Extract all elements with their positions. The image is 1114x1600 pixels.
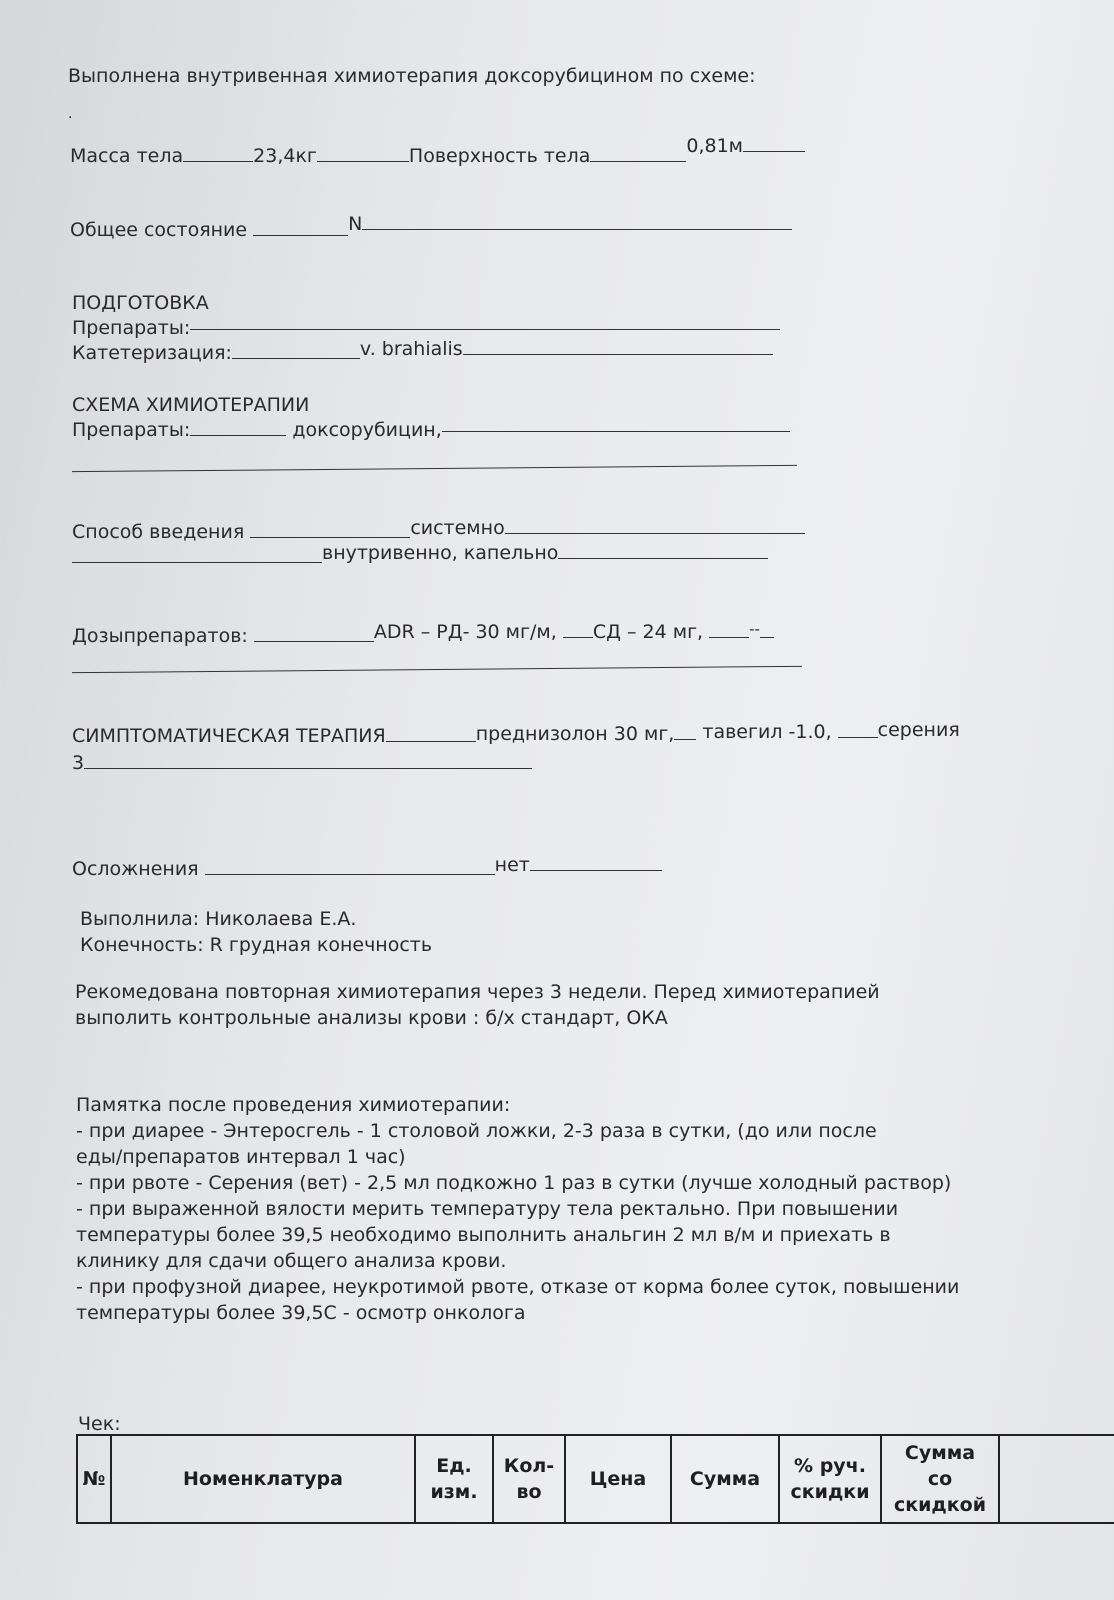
catheterization-value: v. brahialis [359,338,463,360]
blank-line [590,147,686,162]
memo-line-5: - при выраженной вялости мерить температуру тела ректально. При повышении [76,1198,899,1220]
blank-line [558,544,768,559]
body-mass-value: 23,4кг [253,145,317,167]
body-surface-label: Поверхность тела [408,145,591,167]
general-state-label: Общее состояние [70,219,248,241]
chemo-drugs-label: Препараты: [72,419,191,441]
route-label: Способ введения [72,521,245,543]
blank-line [463,340,773,355]
blank-line [563,623,593,638]
blank-line [72,666,802,673]
memo-line-3: еды/препаратов интервал 1 час) [76,1146,406,1168]
recommendation-line-2: выполить контрольные анализы крови : б/х стандарт, ОКА [75,1007,668,1029]
body-mass-row [70,135,805,168]
doses-row [72,620,774,649]
column-header-price: Цена [565,1435,671,1523]
performed-by: Выполнила: Николаева Е.А. [80,908,357,930]
blank-line [232,344,360,359]
memo-line-9: температуры более 39,5С - осмотр онколога [76,1302,526,1324]
blank-line [190,315,780,330]
catheterization-row [72,338,773,365]
blank-line [250,523,410,538]
route-value-1: системно [410,517,505,539]
symptomatic-value-3: серения [877,719,960,741]
memo-line-8: - при профузной диарее, неукротимой рвоте, отказе от корма более суток, повышении [76,1276,960,1298]
blank-line [84,754,532,769]
blank-line [190,421,286,436]
limb: Конечность: R грудная конечность [80,934,433,956]
doses-label: Дозыпрепаратов: [72,625,248,647]
column-header-quantity: Кол- во [493,1435,565,1523]
blank-line [72,465,797,472]
complications-label: Осложнения [72,858,199,880]
doses-value-1: ADR – РД- 30 мг/м, [373,621,557,643]
preparation-drugs-row [72,316,780,340]
memo-line-4: - при рвоте - Серения (вет) - 2,5 мл подкожно 1 раз в сутки (лучше холодный раствор) [76,1172,952,1194]
blank-line [505,519,805,534]
blank-line [205,860,495,875]
symptomatic-label: СИМПТОМАТИЧЕСКАЯ ТЕРАПИЯ [72,725,386,747]
memo-line-2: - при диарее - Энтеросгель - 1 столовой ложки, 2-3 раза в сутки, (до или после [76,1120,877,1142]
body-mass-label: Масса тела [70,145,184,167]
blank-line [838,723,878,738]
blank-line [386,727,476,742]
symptomatic-value-1: преднизолон 30 мг, [475,723,675,745]
blank-line [362,215,792,230]
chemo-scheme-heading: СХЕМА ХИМИОТЕРАПИИ [72,394,310,416]
symptomatic-value-4: 3 [72,752,85,774]
memo-line-1: Памятка после проведения химиотерапии: [76,1094,511,1116]
catheterization-label: Катетеризация: [72,342,232,364]
blank-line [317,147,409,162]
column-header-discount-percent: % руч. скидки [779,1435,881,1523]
column-header-sum: Сумма [671,1435,779,1523]
blank-line [760,623,774,638]
complications-row [72,854,662,881]
doses-value-2: СД – 24 мг, [592,621,704,643]
chemo-drugs-value: доксорубицин, [292,419,442,441]
symptomatic-row-2 [72,751,532,775]
column-header-sum-with-discount: Сумма со скидкой [881,1435,999,1523]
check-table [76,1434,1114,1524]
complications-value: нет [494,854,530,876]
check-label: Чек: [78,1413,121,1435]
memo-line-6: температуры более 39,5 необходимо выполнить анальгин 2 мл в/м и приехать в [76,1224,891,1246]
column-header-nomenclature: Номенклатура [111,1435,415,1523]
general-state-value: N [348,213,363,235]
column-header-unit: Ед. изм. [415,1435,493,1523]
blank-line [743,137,805,152]
stray-mark: · [68,110,73,126]
general-state-row [70,213,792,242]
body-surface-value: 0,81м [686,135,744,157]
check-header-row [77,1435,1114,1523]
blank-line [442,417,790,432]
route-row [72,517,805,544]
column-header-extra [999,1435,1114,1523]
blank-line [530,856,662,871]
symptomatic-value-2: тавегил -1.0, [702,721,832,743]
blank-line [709,623,749,638]
doses-value-3: -- [749,620,760,638]
route-row-2 [72,542,768,569]
blank-line [72,548,322,563]
memo-line-7: клинику для сдачи общего анализа крови. [76,1250,507,1272]
route-value-2: внутривенно, капельно [322,542,559,564]
symptomatic-row [72,719,960,748]
recommendation-line-1: Рекомедована повторная химиотерапия через 3 недели. Перед химиотерапией [75,981,880,1003]
blank-line [674,725,696,740]
document-title: Выполнена внутривенная химиотерапия доксорубицином по схеме: [68,65,756,87]
blank-line [183,147,253,162]
preparation-heading: ПОДГОТОВКА [72,292,209,314]
blank-line [254,627,374,642]
preparation-drugs-label: Препараты: [72,317,191,339]
blank-line [253,221,348,236]
column-header-number: № [77,1435,111,1523]
chemo-drugs-row [72,418,790,442]
